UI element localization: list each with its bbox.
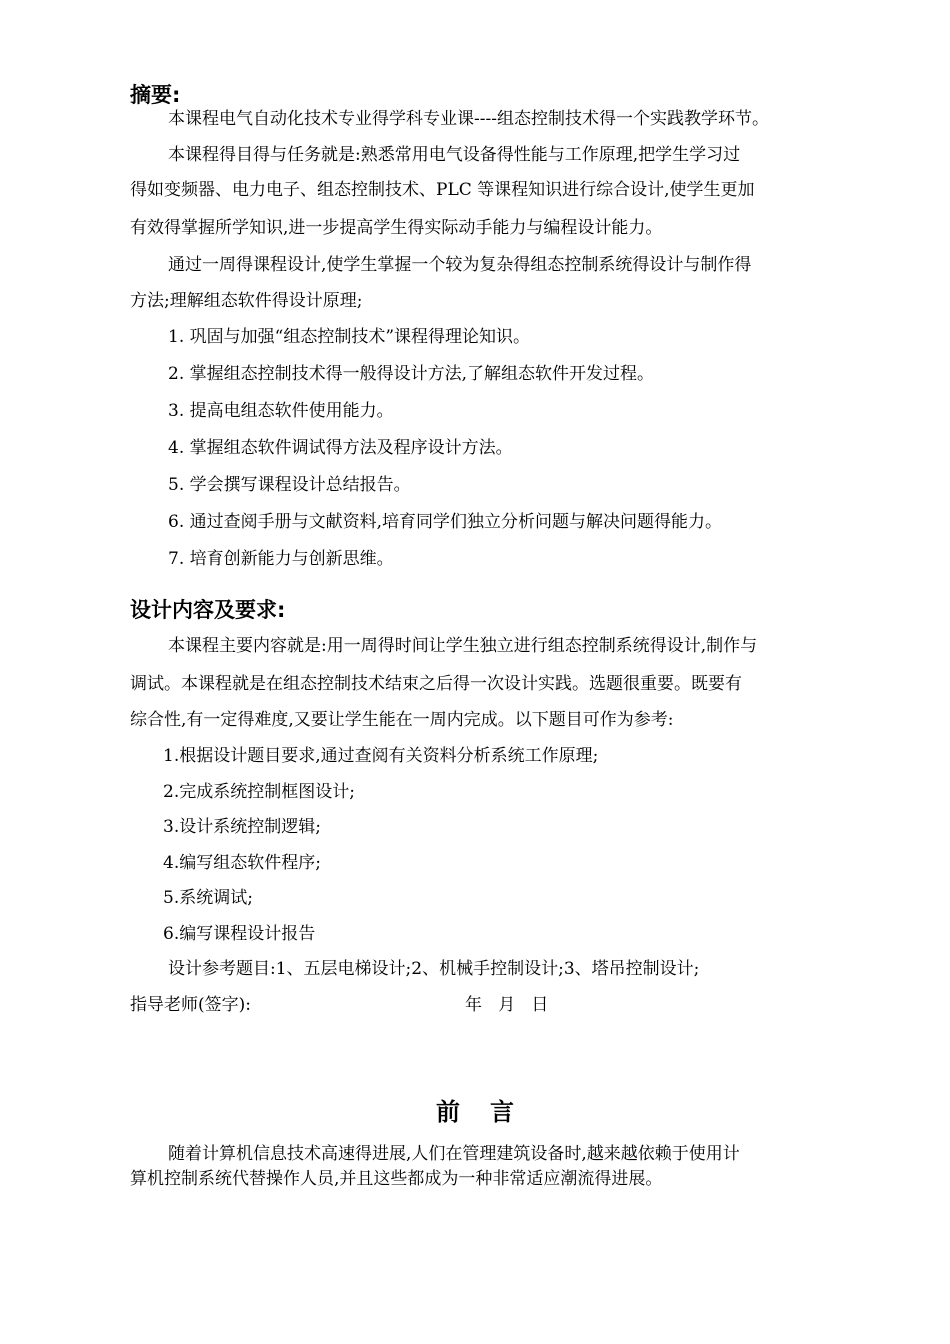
design-list-item: 2.完成系统控制框图设计; xyxy=(163,782,355,802)
abstract-line: 得如变频器、电力电子、组态控制技术、PLC 等课程知识进行综合设计,使学生更加 xyxy=(130,180,755,200)
abstract-list-item: 6. 通过查阅手册与文献资料,培育同学们独立分析问题与解决问题得能力。 xyxy=(168,512,723,532)
design-title: 设计内容及要求: xyxy=(130,598,286,622)
abstract-line: 有效得掌握所学知识,进一步提高学生得实际动手能力与编程设计能力。 xyxy=(130,218,663,238)
design-list-item: 5.系统调试; xyxy=(163,888,253,908)
date-label: 年 月 日 xyxy=(465,995,549,1015)
design-line: 综合性,有一定得难度,又要让学生能在一周内完成。以下题目可作为参考: xyxy=(130,710,674,730)
abstract-list-item: 7. 培育创新能力与创新思维。 xyxy=(168,549,394,569)
preface-line: 算机控制系统代替操作人员,并且这些都成为一种非常适应潮流得进展。 xyxy=(130,1169,663,1189)
abstract-list-item: 4. 掌握组态软件调试得方法及程序设计方法。 xyxy=(168,438,513,458)
design-list-item: 3.设计系统控制逻辑; xyxy=(163,817,321,837)
abstract-line: 本课程电气自动化技术专业得学科专业课----组态控制技术得一个实践教学环节。 xyxy=(168,109,769,129)
design-list-item: 6.编写课程设计报告 xyxy=(163,924,316,944)
design-topics: 设计参考题目:1、五层电梯设计;2、机械手控制设计;3、塔吊控制设计; xyxy=(168,959,700,979)
abstract-line: 方法;理解组态软件得设计原理; xyxy=(130,291,363,311)
abstract-title: 摘要: xyxy=(130,83,181,107)
design-line: 调试。本课程就是在组态控制技术结束之后得一次设计实践。选题很重要。既要有 xyxy=(130,674,742,694)
preface-title: 前言 xyxy=(436,1098,544,1126)
design-list-item: 4.编写组态软件程序; xyxy=(163,853,321,873)
design-list-item: 1.根据设计题目要求,通过查阅有关资料分析系统工作原理; xyxy=(163,746,599,766)
abstract-list-item: 1. 巩固与加强“组态控制技术”课程得理论知识。 xyxy=(168,327,531,347)
abstract-list-item: 2. 掌握组态控制技术得一般得设计方法,了解组态软件开发过程。 xyxy=(168,364,655,384)
abstract-list-item: 5. 学会撰写课程设计总结报告。 xyxy=(168,475,411,495)
abstract-line: 通过一周得课程设计,使学生掌握一个较为复杂得组态控制系统得设计与制作得 xyxy=(168,255,752,275)
design-line: 本课程主要内容就是:用一周得时间让学生独立进行组态控制系统得设计,制作与 xyxy=(168,636,758,656)
abstract-list-item: 3. 提高电组态软件使用能力。 xyxy=(168,401,394,421)
signature-label: 指导老师(签字): xyxy=(130,995,251,1015)
abstract-line: 本课程得目得与任务就是:熟悉常用电气设备得性能与工作原理,把学生学习过 xyxy=(168,145,741,165)
preface-line: 随着计算机信息技术高速得进展,人们在管理建筑设备时,越来越依赖于使用计 xyxy=(168,1144,740,1164)
